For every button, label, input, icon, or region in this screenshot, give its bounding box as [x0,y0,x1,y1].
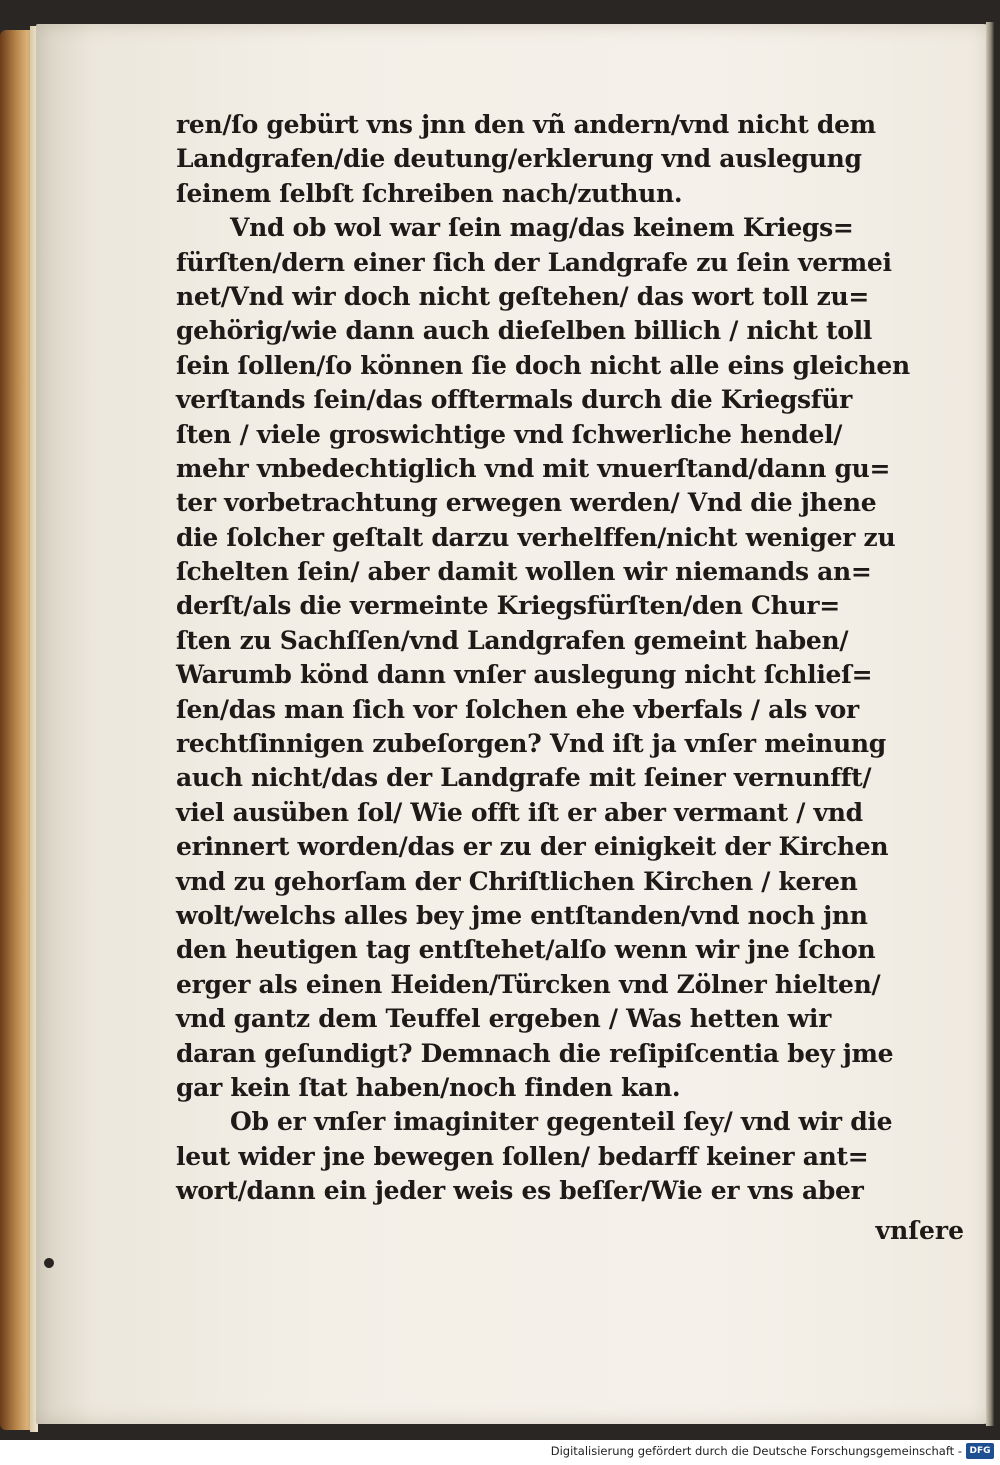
text-line: ter vorbetrachtung erwegen werden/ Vnd die jhene [176,488,877,518]
text-line: daran geſundigt? Demnach die reſipiſcentia bey jme [176,1038,894,1068]
text-line: fürſten/dern einer ſich der Landgrafe zu ſein vermei [176,247,892,277]
text-line: erinnert worden/das er zu der einigkeit der Kirchen [176,832,889,862]
text-line: ſten / viele groswichtige vnd ſchwerliche hendel/ [176,419,843,449]
text-line: ſen/das man ſich vor ſolchen ehe vberfals / als vor [176,694,859,724]
text-line: rechtſinnigen zubeſorgen? Vnd iſt ja vnſer meinung [176,729,886,759]
text-line: den heutigen tag entſtehet/alſo wenn wir jne ſchon [176,935,876,965]
text-line: vnd zu gehorſam der Chriſtlichen Kirchen / keren [176,866,858,896]
text-line: Landgrafen/die deutung/erklerung vnd auslegung [176,144,862,174]
text-line: Vnd ob wol war ſein mag/das keinem Kriegs= [230,213,854,243]
text-line: gar kein ſtat haben/noch finden kan. [176,1072,681,1102]
text-line: ren/ſo gebürt vns jnn den vñ andern/vnd nicht dem [176,110,876,139]
text-line: ſein ſollen/ſo können ſie doch nicht alle eins gleichen [176,350,910,380]
text-line: gehörig/wie dann auch dieſelben billich / nicht toll [176,316,873,346]
text-line: wolt/welchs alles bey jme entſtanden/vnd noch jnn [176,900,868,930]
text-line: Warumb könd dann vnſer auslegung nicht ſchlieſ= [176,660,873,690]
text-line: mehr vnbedechtiglich vnd mit vnuerſtand/dann gu= [176,453,891,483]
text-line: Ob er vnſer imaginiter gegenteil ſey/ vnd wir die [230,1107,893,1137]
dfg-logo: DFG [966,1443,994,1459]
footer-bar [0,1440,1000,1465]
text-line: erger als einen Heiden/Türcken vnd Zölner hielten/ [176,969,881,999]
page-text [176,108,966,1209]
text-line: viel ausüben ſol/ Wie offt iſt er aber vermant / vnd [176,797,863,827]
text-line: ſchelten ſein/ aber damit wollen wir niemands an= [176,557,872,587]
text-line: wort/dann ein jeder weis es beſſer/Wie er vns aber [176,1176,864,1206]
funding-credit: Digitalisierung gefördert durch die Deutsche Forschungsgemeinschaft - [550,1444,962,1458]
catchword: vnſere [875,1216,964,1245]
page-fore-edge [986,22,994,1426]
text-line: ſeinem ſelbſt ſchreiben nach/zuthun. [176,178,683,208]
text-line: ſten zu Sachſſen/vnd Landgrafen gemeint haben/ [176,625,849,655]
text-line: auch nicht/das der Landgrafe mit ſeiner vernunfft/ [176,763,872,793]
text-line: derſt/als die vermeinte Kriegsfürſten/den Chur= [176,591,840,621]
text-line: net/Vnd wir doch nicht geſtehen/ das wort toll zu= [176,281,869,311]
text-line: leut wider jne bewegen ſollen/ bedarff keiner ant= [176,1141,869,1171]
text-line: verſtands ſein/das offtermals durch die Kriegsfür [176,385,852,415]
text-line: die ſolcher geſtalt darzu verhelffen/nicht weniger zu [176,522,896,552]
text-line: vnd gantz dem Teuffel ergeben / Was hetten wir [176,1004,831,1034]
